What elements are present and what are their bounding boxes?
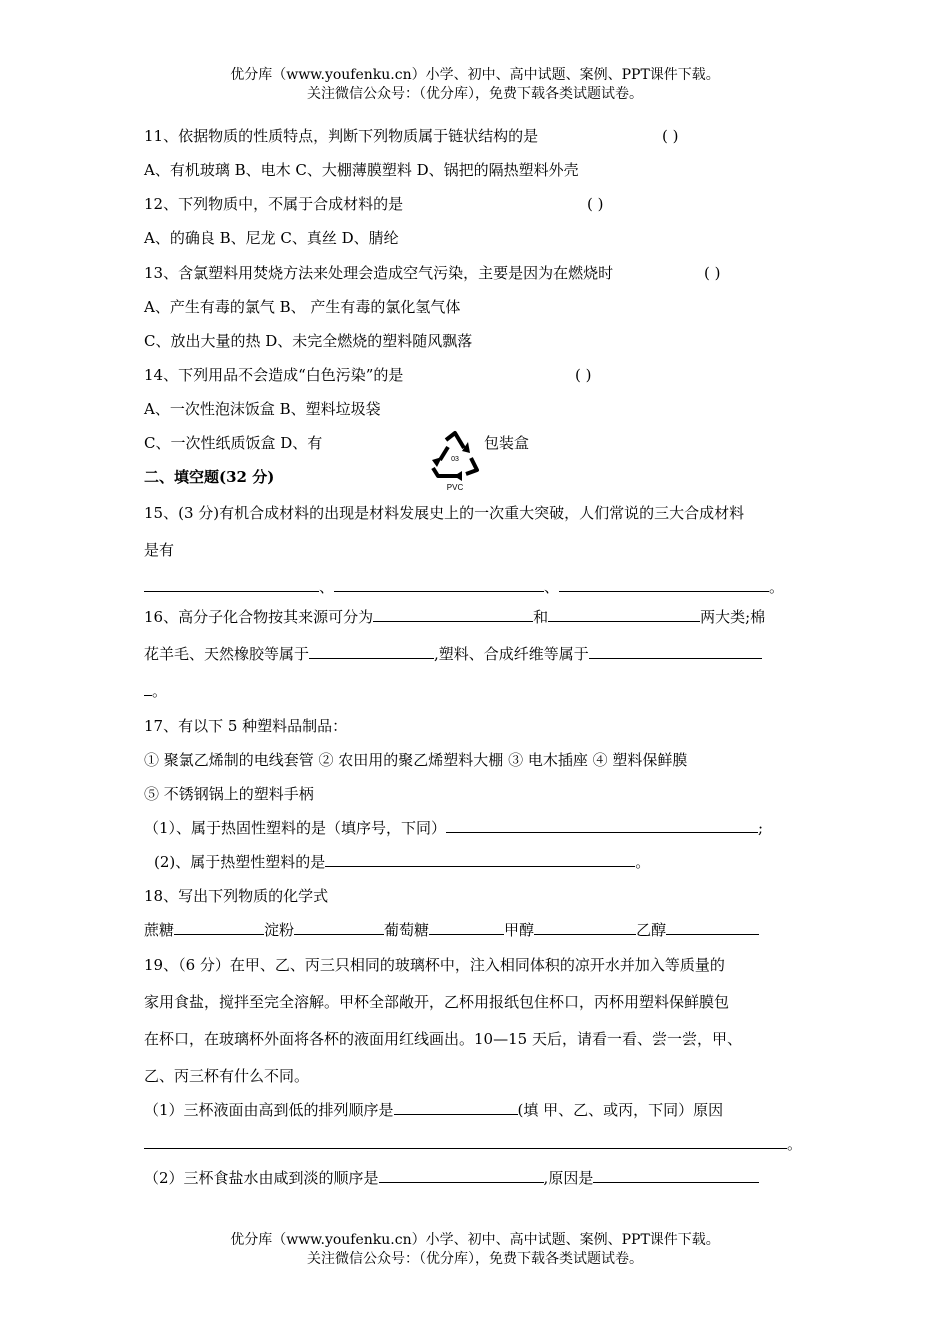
q15-blank-2[interactable] bbox=[334, 577, 544, 592]
q19-line-2: 家用食盐，搅拌至完全溶解。甲杯全部敞开，乙杯用报纸包住杯口，丙杯用塑料保鲜膜包 bbox=[144, 993, 730, 1011]
q17-items-2: ⑤ 不锈钢锅上的塑料手柄 bbox=[144, 785, 314, 803]
page-footer bbox=[0, 1231, 950, 1269]
q13-options-1: A、产生有毒的氯气 B、 产生有毒的氯化氢气体 bbox=[144, 298, 461, 316]
q17-stem: 17、有以下 5 种塑料品制品： bbox=[144, 717, 348, 735]
page-header bbox=[0, 66, 950, 104]
q13-bracket: ( ) bbox=[704, 264, 721, 282]
pvc-label: PVC bbox=[446, 483, 464, 492]
q14-bracket: ( ) bbox=[575, 366, 592, 384]
q11-bracket: ( ) bbox=[662, 127, 679, 145]
q14-options-2b: 包装盒 bbox=[484, 434, 530, 452]
q11-stem: 11、依据物质的性质特点，判断下列物质属于链状结构的是 bbox=[144, 127, 539, 145]
q15-blank-3[interactable] bbox=[559, 577, 769, 592]
q14-options-1: A、一次性泡沫饭盒 B、塑料垃圾袋 bbox=[144, 400, 381, 418]
q18-blank-sucrose[interactable] bbox=[174, 920, 264, 935]
q19-blank-reason-2[interactable] bbox=[593, 1168, 759, 1183]
footer-line-2: 关注微信公众号：（优分库），免费下载各类试题试卷。 bbox=[307, 1251, 643, 1267]
q19-line-1: 19、（6 分）在甲、乙、丙三只相同的玻璃杯中，注入相同体积的凉开水并加入等质量的 bbox=[144, 956, 725, 974]
q19-sub-2: （2）三杯食盐水由咸到淡的顺序是 ,原因是 bbox=[144, 1168, 759, 1188]
q12-bracket: ( ) bbox=[587, 195, 604, 213]
q16-blank-1[interactable] bbox=[373, 607, 533, 622]
q12-stem: 12、下列物质中，不属于合成材料的是 bbox=[144, 195, 404, 213]
q17-sub-2: (2)、属于热塑性塑料的是 。 bbox=[154, 853, 651, 871]
q18-blank-ethanol[interactable] bbox=[666, 920, 759, 935]
q13-stem: 13、含氯塑料用焚烧方法来处理会造成空气污染，主要是因为在燃烧时 bbox=[144, 264, 614, 282]
q12-options: A、的确良 B、尼龙 C、真丝 D、腈纶 bbox=[144, 229, 399, 247]
q17-blank-2[interactable] bbox=[325, 852, 635, 867]
pvc-recycle-icon bbox=[424, 430, 486, 492]
q18-stem: 18、写出下列物质的化学式 bbox=[144, 887, 329, 905]
q19-sub-1: （1）三杯液面由高到低的排列顺序是 (填 甲、乙、或丙，下同）原因 bbox=[144, 1101, 724, 1119]
q14-stem: 14、下列用品不会造成“白色污染”的是 bbox=[144, 366, 404, 384]
q16-blank-4[interactable] bbox=[589, 644, 762, 659]
footer-line-1: 优分库（www.youfenku.cn）小学、初中、高中试题、案例、PPT课件下载。 bbox=[230, 1232, 720, 1248]
q19-sub-1-reason: 。 bbox=[144, 1134, 802, 1154]
pvc-number: 03 bbox=[451, 456, 459, 463]
q18-blank-starch[interactable] bbox=[294, 920, 384, 935]
header-line-1: 优分库（www.youfenku.cn）小学、初中、高中试题、案例、PPT课件下载。 bbox=[230, 67, 720, 83]
q16-line-1: 16、高分子化合物按其来源可分为 和 两大类;棉 bbox=[144, 608, 766, 626]
q14-options-2a: C、一次性纸质饭盒 D、有 bbox=[144, 434, 323, 452]
q15-blanks: 、 、 。 bbox=[144, 577, 784, 597]
q15-blank-1[interactable] bbox=[144, 577, 319, 592]
q16-blank-3[interactable] bbox=[309, 644, 434, 659]
q19-line-3: 在杯口，在玻璃杯外面将各杯的液面用红线画出。10—15 天后，请看一看、尝一尝，甲、 bbox=[144, 1030, 742, 1048]
section-2-title: 二、填空题(32 分) bbox=[144, 468, 275, 486]
q19-line-4: 乙、丙三杯有什么不同。 bbox=[144, 1067, 310, 1085]
q16-line-2: 花羊毛、天然橡胶等属于 ,塑料、合成纤维等属于 bbox=[144, 644, 762, 664]
q18-blanks: 蔗糖 淀粉 葡萄糖 甲醇 乙醇 bbox=[144, 920, 759, 940]
q13-options-2: C、放出大量的热 D、未完全燃烧的塑料随风飘落 bbox=[144, 332, 473, 350]
q18-blank-methanol[interactable] bbox=[534, 920, 636, 935]
q19-blank-2[interactable] bbox=[379, 1168, 544, 1183]
q15-line-1: 15、(3 分)有机合成材料的出现是材料发展史上的一次重大突破，人们常说的三大合成材料 bbox=[144, 504, 745, 522]
q17-items-1: ① 聚氯乙烯制的电线套管 ② 农田用的聚乙烯塑料大棚 ③ 电木插座 ④ 塑料保鲜膜 bbox=[144, 751, 688, 769]
q17-sub-1: （1）、属于热固性塑料的是（填序号，下同） ; bbox=[144, 819, 764, 837]
q15-line-2: 是有 bbox=[144, 541, 175, 559]
header-line-2: 关注微信公众号：（优分库），免费下载各类试题试卷。 bbox=[307, 86, 643, 102]
q16-blank-2[interactable] bbox=[548, 607, 700, 622]
q19-blank-reason-1[interactable] bbox=[144, 1134, 787, 1149]
q19-blank-1[interactable] bbox=[394, 1100, 518, 1115]
q11-options: A、有机玻璃 B、电木 C、大棚薄膜塑料 D、锅把的隔热塑料外壳 bbox=[144, 161, 579, 179]
q16-blank-4-cont[interactable] bbox=[144, 681, 152, 696]
q18-blank-glucose[interactable] bbox=[429, 920, 504, 935]
q16-line-3: 。 bbox=[144, 681, 167, 701]
q17-blank-1[interactable] bbox=[446, 818, 758, 833]
